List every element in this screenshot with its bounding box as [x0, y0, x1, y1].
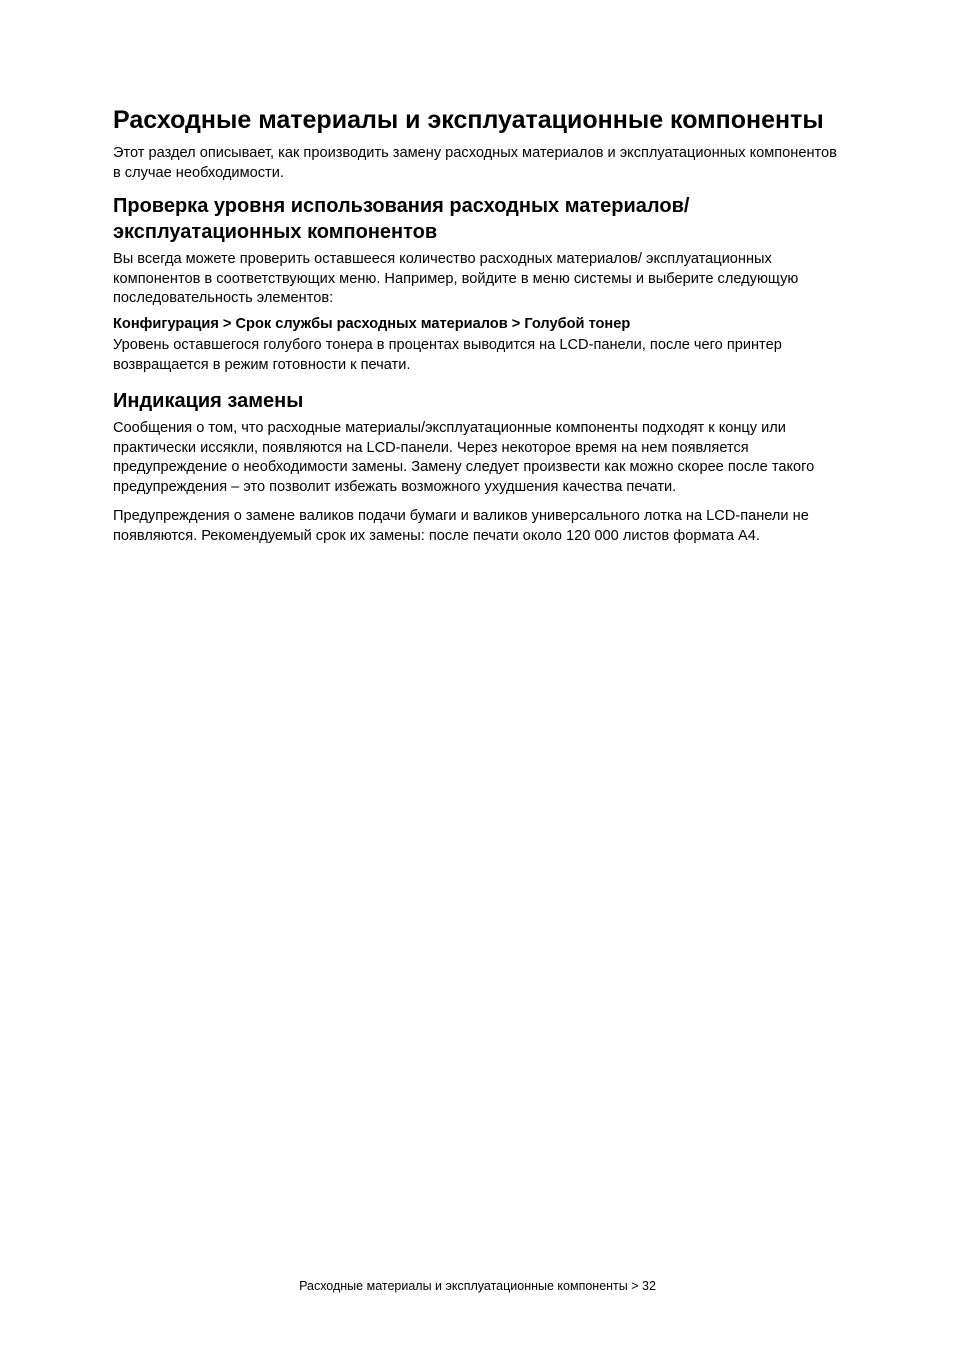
page-content: [113, 106, 848, 556]
toner-level-paragraph: Уровень оставшегося голубого тонера в процентах выводится на LCD-панели, после чего принтер возвращается в режим готовности к печати.: [113, 337, 782, 373]
menu-path: Конфигурация > Срок службы расходных материалов > Голубой тонер: [113, 315, 631, 332]
replacement-messages-paragraph: Сообщения о том, что расходные материалы/эксплуатационные компоненты подходят к концу или практически иссякли, появляются на LCD-панели. Через некоторое время на нем появляется предупреждение о необходимости замены. Замену следует произвести как можно скорее после такого предупреждения – это позволит избежать возможного ухудшения качества печати.: [113, 420, 815, 495]
roller-warnings-paragraph: Предупреждения о замене валиков подачи бумаги и валиков универсального лотка на LCD-панели не появляются. Рекомендуемый срок их замены: после печати около 120 000 листов формата А4.: [113, 508, 809, 544]
intro-paragraph: Этот раздел описывает, как производить замену расходных материалов и эксплуатационных компонентов в случае необходимости.: [113, 145, 837, 181]
section-heading-check-usage: Проверка уровня использования расходных материалов/ эксплуатационных компонентов: [113, 195, 690, 243]
page-title: Расходные материалы и эксплуатационные компоненты: [113, 106, 824, 134]
page-footer: Расходные материалы и эксплуатационные компоненты > 32: [299, 1279, 656, 1293]
section-heading-replacement-indication: Индикация замены: [113, 390, 304, 412]
check-usage-paragraph: Вы всегда можете проверить оставшееся количество расходных материалов/ эксплуатационных компонентов в соответствующих меню. Например, войдите в меню системы и выберите следующую последовательность элементов:: [113, 251, 799, 306]
